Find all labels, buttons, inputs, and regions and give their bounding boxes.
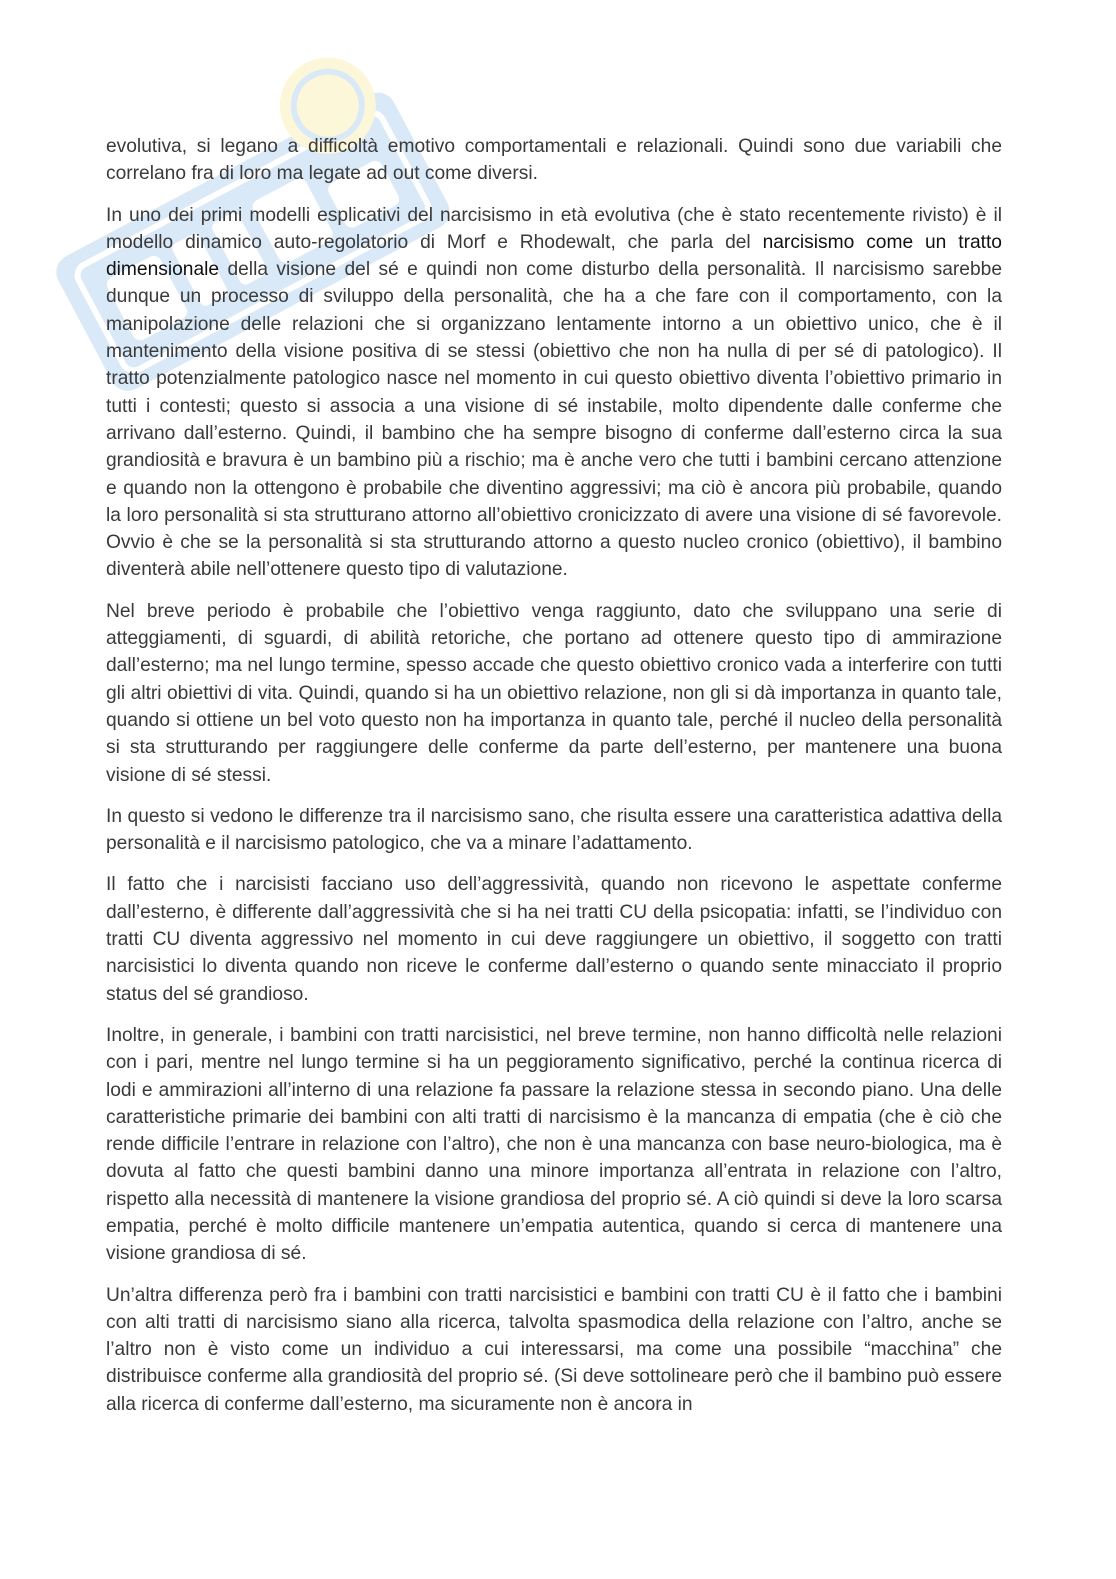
paragraph-2-highlight: narcisismo come un tratto dimensionale xyxy=(106,231,1002,281)
document-body xyxy=(106,133,1002,1432)
paragraph-4-text: In questo si vedono le differenze tra il narcisismo sano, che risulta essere una caratteristica adattiva della personalità e il narcisismo patologico, che va a minare l’adattamento. xyxy=(106,805,1002,855)
paragraph-6-text: Inoltre, in generale, i bambini con tratti narcisistici, nel breve termine, non hanno difficoltà nelle relazioni con i pari, mentre nel lungo termine si ha un peggioramento significativo, perché la continua ricerca di lodi e ammirazioni all’interno di una relazione fa passare la relazione stessa in secondo piano. Una delle caratteristiche primarie dei bambini con alti tratti di narcisismo è la mancanza di empatia (che è ciò che rende difficile l’entrare in relazione con l’altro), che non è una mancanza con base neuro-biologica, ma è dovuta al fatto che questi bambini danno una minore importanza all’entrata in relazione con l’altro, rispetto alla necessità di mantenere la visione grandiosa del proprio sé. A ciò quindi si deve la loro scarsa empatia, perché è molto difficile mantenere un’empatia autentica, quando si cerca di mantenere una visione grandiosa di sé. xyxy=(106,1024,1002,1265)
paragraph-1 xyxy=(106,133,1002,188)
paragraph-6 xyxy=(106,1022,1002,1268)
paragraph-2-text-before: In uno dei primi modelli esplicativi del narcisismo in età evolutiva (che è stato recentemente rivisto) è il modello dinamico auto-regolatorio di Morf e Rhodewalt, che parla del xyxy=(106,204,1002,253)
paragraph-5-text: Il fatto che i narcisisti facciano uso dell’aggressività, quando non ricevono le aspettate conferme dall’esterno, è differente dall’aggressività che si ha nei tratti CU della psicopatia: infatti, se l’individuo con tratti CU diventa aggressivo nel momento in cui deve raggiungere un obiettivo, il soggetto con tratti narcisistici lo diventa quando non riceve le conferme dall’esterno o quando sente minacciato il proprio status del sé grandioso. xyxy=(106,874,1002,1005)
paragraph-7 xyxy=(106,1282,1002,1418)
paragraph-5 xyxy=(106,871,1002,1007)
paragraph-1-text: evolutiva, si legano a difficoltà emotivo comportamentali e relazionali. Quindi sono due variabili che correlano fra di loro ma legate ad out come diversi. xyxy=(106,136,1002,185)
paragraph-2 xyxy=(106,202,1002,584)
paragraph-4 xyxy=(106,803,1002,858)
paragraph-3 xyxy=(106,598,1002,789)
paragraph-7-text: Un’altra differenza però fra i bambini con tratti narcisistici e bambini con tratti CU è il fatto che i bambini con alti tratti di narcisismo siano alla ricerca, talvolta spasmodica della relazione con l’altro, anche se l’altro non è visto come un individuo a cui interessarsi, ma come una possibile “macchina” che distribuisce conferme alla grandiosità del proprio sé. (Si deve sottolineare però che il bambino può essere alla ricerca di conferme dall’esterno, ma sicuramente non è ancora in xyxy=(106,1284,1002,1415)
paragraph-2-text-after: della visione del sé e quindi non come disturbo della personalità. Il narcisismo sarebbe dunque un processo di sviluppo della personalità, che ha a che fare con il comportamento, con la manipolazione delle relazioni che si organizzano lentamente intorno a un obiettivo unico, che è il mantenimento della visione positiva di se stessi (obiettivo che non ha nulla di per sé di patologico). Il tratto potenzialmente patologico nasce nel momento in cui questo obiettivo diventa l’obiettivo primario in tutti i contesti; questo si associa a una visione di sé instabile, molto dipendente dalle conferme che arrivano dall’esterno. Quindi, il bambino che ha sempre bisogno di conferme dall’esterno circa la sua grandiosità e bravura è un bambino più a rischio; ma è anche vero che tutti i bambini cercano attenzione e quando non la ottengono è probabile che diventino aggressivi; ma ciò è ancora più probabile, quando la loro personalità si sta strutturano attorno all’obiettivo cronicizzato di avere una visione di sé favorevole. Ovvio è che se la personalità si sta strutturando attorno a questo nucleo cronico (obiettivo), il bambino diventerà abile nell’ottenere questo tipo di valutazione. xyxy=(106,259,1002,581)
paragraph-3-text: Nel breve periodo è probabile che l’obiettivo venga raggiunto, dato che sviluppano una serie di atteggiamenti, di sguardi, di abilità retoriche, che portano ad ottenere questo tipo di ammirazione dall’esterno; ma nel lungo termine, spesso accade che questo obiettivo cronico vada a interferire con tutti gli altri obiettivi di vita. Quindi, quando si ha un obiettivo relazione, non gli si dà importanza in quanto tale, quando si ottiene un bel voto questo non ha importanza in quanto tale, perché il nucleo della personalità si sta strutturando per raggiungere delle conferme da parte dell’esterno, per mantenere una buona visione di sé stessi. xyxy=(106,600,1002,786)
